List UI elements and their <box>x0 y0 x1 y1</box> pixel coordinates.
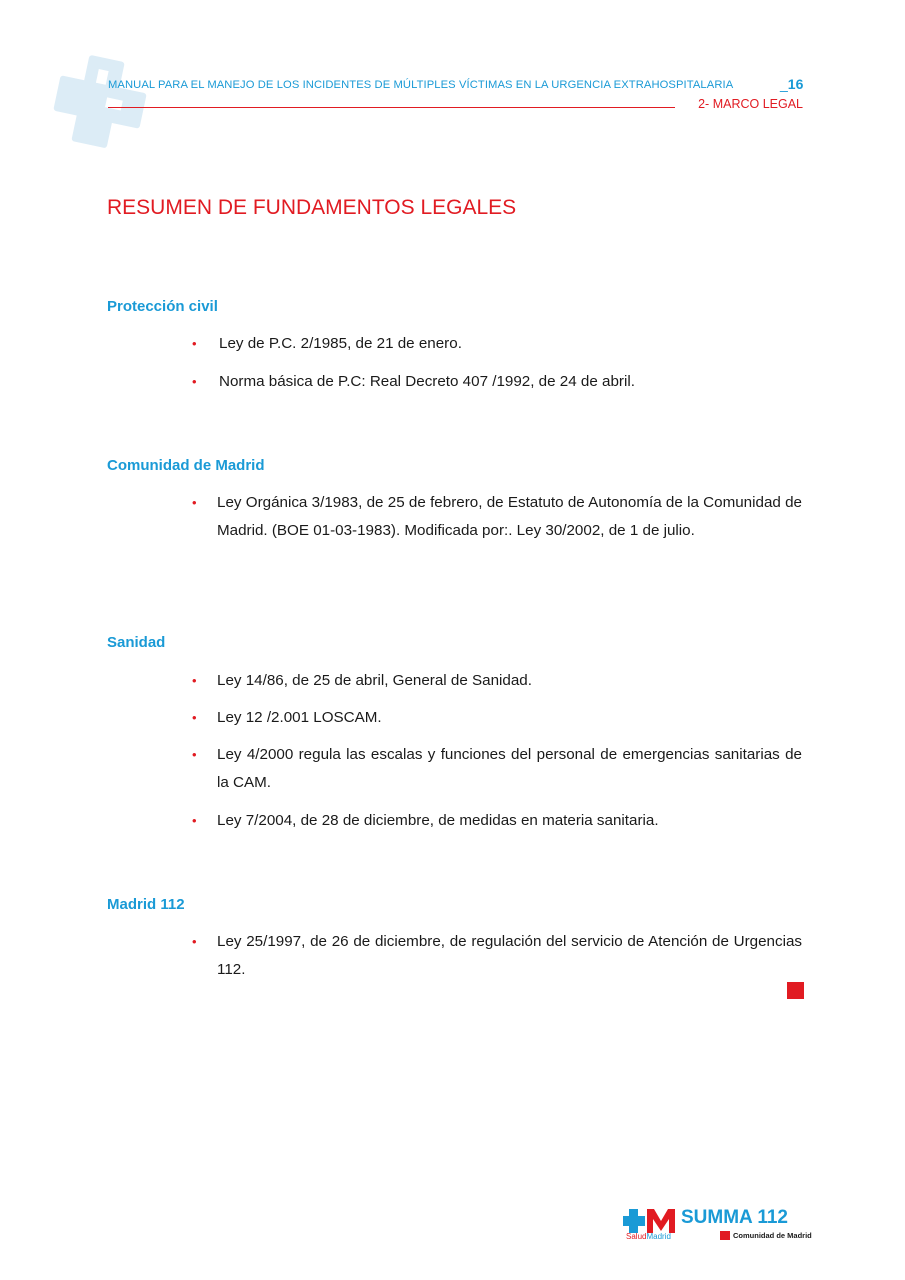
section-heading-sanidad: Sanidad <box>107 634 166 651</box>
list-item <box>192 928 802 984</box>
bullet-icon: • <box>192 336 197 351</box>
list-item <box>192 704 802 732</box>
bullet-icon: • <box>192 374 197 389</box>
bullet-icon: • <box>192 934 197 949</box>
list-item <box>192 807 802 835</box>
list-item-text: Ley de P.C. 2/1985, de 21 de enero. <box>219 335 462 352</box>
list-item-text: Ley 25/1997, de 26 de diciembre, de regulación del servicio de Atención de Urgencias 112. <box>217 933 802 978</box>
list-item <box>192 489 802 545</box>
list-item-text: Ley 4/2000 regula las escalas y funciones del personal de emergencias sanitarias de la CAM. <box>217 746 802 791</box>
salud-part1: Salud <box>626 1232 647 1241</box>
end-square-icon <box>787 982 804 999</box>
page-number-value: 16 <box>787 76 804 92</box>
salud-madrid-logo-icon <box>623 1207 678 1235</box>
list-item-text: Ley Orgánica 3/1983, de 25 de febrero, de Estatuto de Autonomía de la Comunidad de Madrid. (BOE 01-03-1983). Modificada por:. Ley 30/2002, de 1 de julio. <box>217 494 802 539</box>
cross-watermark-icon <box>50 52 150 152</box>
list-item-text: Ley 14/86, de 25 de abril, General de Sanidad. <box>217 672 532 689</box>
page-number: _16 <box>780 76 804 92</box>
comunidad-flag-icon <box>720 1231 730 1240</box>
chapter-label: 2- MARCO LEGAL <box>698 97 803 111</box>
bullet-icon: • <box>192 495 197 510</box>
list-item <box>192 368 802 396</box>
manual-title: MANUAL PARA EL MANEJO DE LOS INCIDENTES DE MÚLTIPLES VÍCTIMAS EN LA URGENCIA EXTRAHOSPITALARIA <box>108 79 734 91</box>
summa-brand: SUMMA 112 <box>681 1207 788 1228</box>
bullet-icon: • <box>192 813 197 828</box>
bullet-icon: • <box>192 710 197 725</box>
section-heading-proteccion-civil: Protección civil <box>107 298 218 315</box>
list-item-text: Ley 7/2004, de 28 de diciembre, de medidas en materia sanitaria. <box>217 812 659 829</box>
list-item <box>192 667 802 695</box>
section-heading-madrid-112: Madrid 112 <box>107 896 185 913</box>
salud-part2: Madrid <box>646 1232 671 1241</box>
salud-madrid-label <box>626 1232 671 1241</box>
page-title: RESUMEN DE FUNDAMENTOS LEGALES <box>107 196 517 219</box>
bullet-icon: • <box>192 747 197 762</box>
header-rule <box>108 107 675 108</box>
section-heading-comunidad-de-madrid: Comunidad de Madrid <box>107 457 265 474</box>
list-item <box>192 330 802 358</box>
comunidad-label: Comunidad de Madrid <box>733 1231 812 1240</box>
list-item-text: Norma básica de P.C: Real Decreto 407 /1992, de 24 de abril. <box>219 373 635 390</box>
bullet-icon: • <box>192 673 197 688</box>
list-item-text: Ley 12 /2.001 LOSCAM. <box>217 709 382 726</box>
list-item <box>192 741 802 797</box>
